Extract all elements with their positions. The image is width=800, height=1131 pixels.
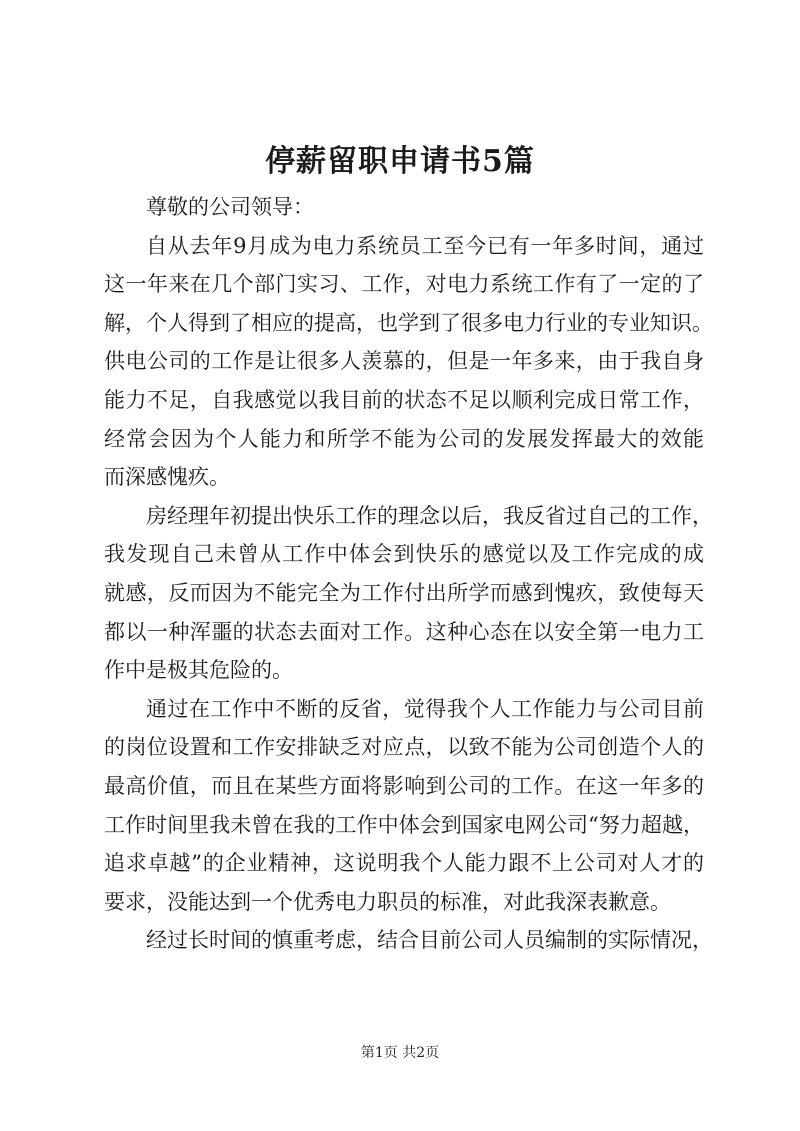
paragraph-line: 尊敬的公司领导： [146,195,314,219]
paragraph-line: 供电公司的工作是让很多人羡慕的，但是一年多来，由于我自身 [104,349,704,374]
paragraph-line: 解，个人得到了相应的提高，也学到了很多电力行业的专业知识。 [104,310,713,335]
paragraph-line: 都以一种浑噩的状态去面对工作。这种心态在以安全第一电力工 [104,619,704,644]
document-body [104,188,713,960]
paragraph-line: 经过长时间的慎重考虑，结合目前公司人员编制的实际情况， [146,928,713,953]
paragraph [104,921,713,960]
paragraph-line: 房经理年初提出快乐工作的理念以后，我反省过自己的工作， [146,503,713,528]
paragraph-line: 要求，没能达到一个优秀电力职员的标准，对此我深表歉意。 [104,889,671,914]
paragraph-salutation [104,188,704,227]
paragraph-line: 追求卓越”的企业精神，这说明我个人能力跟不上公司对人才的 [104,851,704,876]
paragraph-line: 通过在工作中不断的反省，觉得我个人工作能力与公司目前 [146,696,704,721]
paragraph [104,690,704,922]
paragraph-line: 我发现自己未曾从工作中体会到快乐的感觉以及工作完成的成 [104,542,704,567]
paragraph [104,497,713,690]
paragraph-line: 能力不足，自我感觉以我目前的状态不足以顺利完成日常工作， [104,387,704,412]
paragraph [104,227,713,497]
paragraph-line: 这一年来在几个部门实习、工作，对电力系统工作有了一定的了 [104,272,704,297]
page-number-footer: 第1页 共2页 [360,1045,440,1061]
paragraph-line: 经常会因为个人能力和所学不能为公司的发展发挥最大的效能 [104,426,704,451]
document-title: 停薪留职申请书5篇 [265,144,535,179]
paragraph-line: 最高价值，而且在某些方面将影响到公司的工作。在这一年多的 [104,773,704,798]
paragraph-line: 作中是极其危险的。 [104,658,293,683]
paragraph-line: 的岗位设置和工作安排缺乏对应点，以致不能为公司创造个人的 [104,735,704,760]
paragraph-line: 而深感愧疚。 [104,465,230,490]
paragraph-line: 就感，反而因为不能完全为工作付出所学而感到愧疚，致使每天 [104,580,704,605]
paragraph-line: 工作时间里我未曾在我的工作中体会到国家电网公司“努力超越， [104,812,704,837]
paragraph-line: 自从去年9月成为电力系统员工至今已有一年多时间，通过 [146,233,704,258]
